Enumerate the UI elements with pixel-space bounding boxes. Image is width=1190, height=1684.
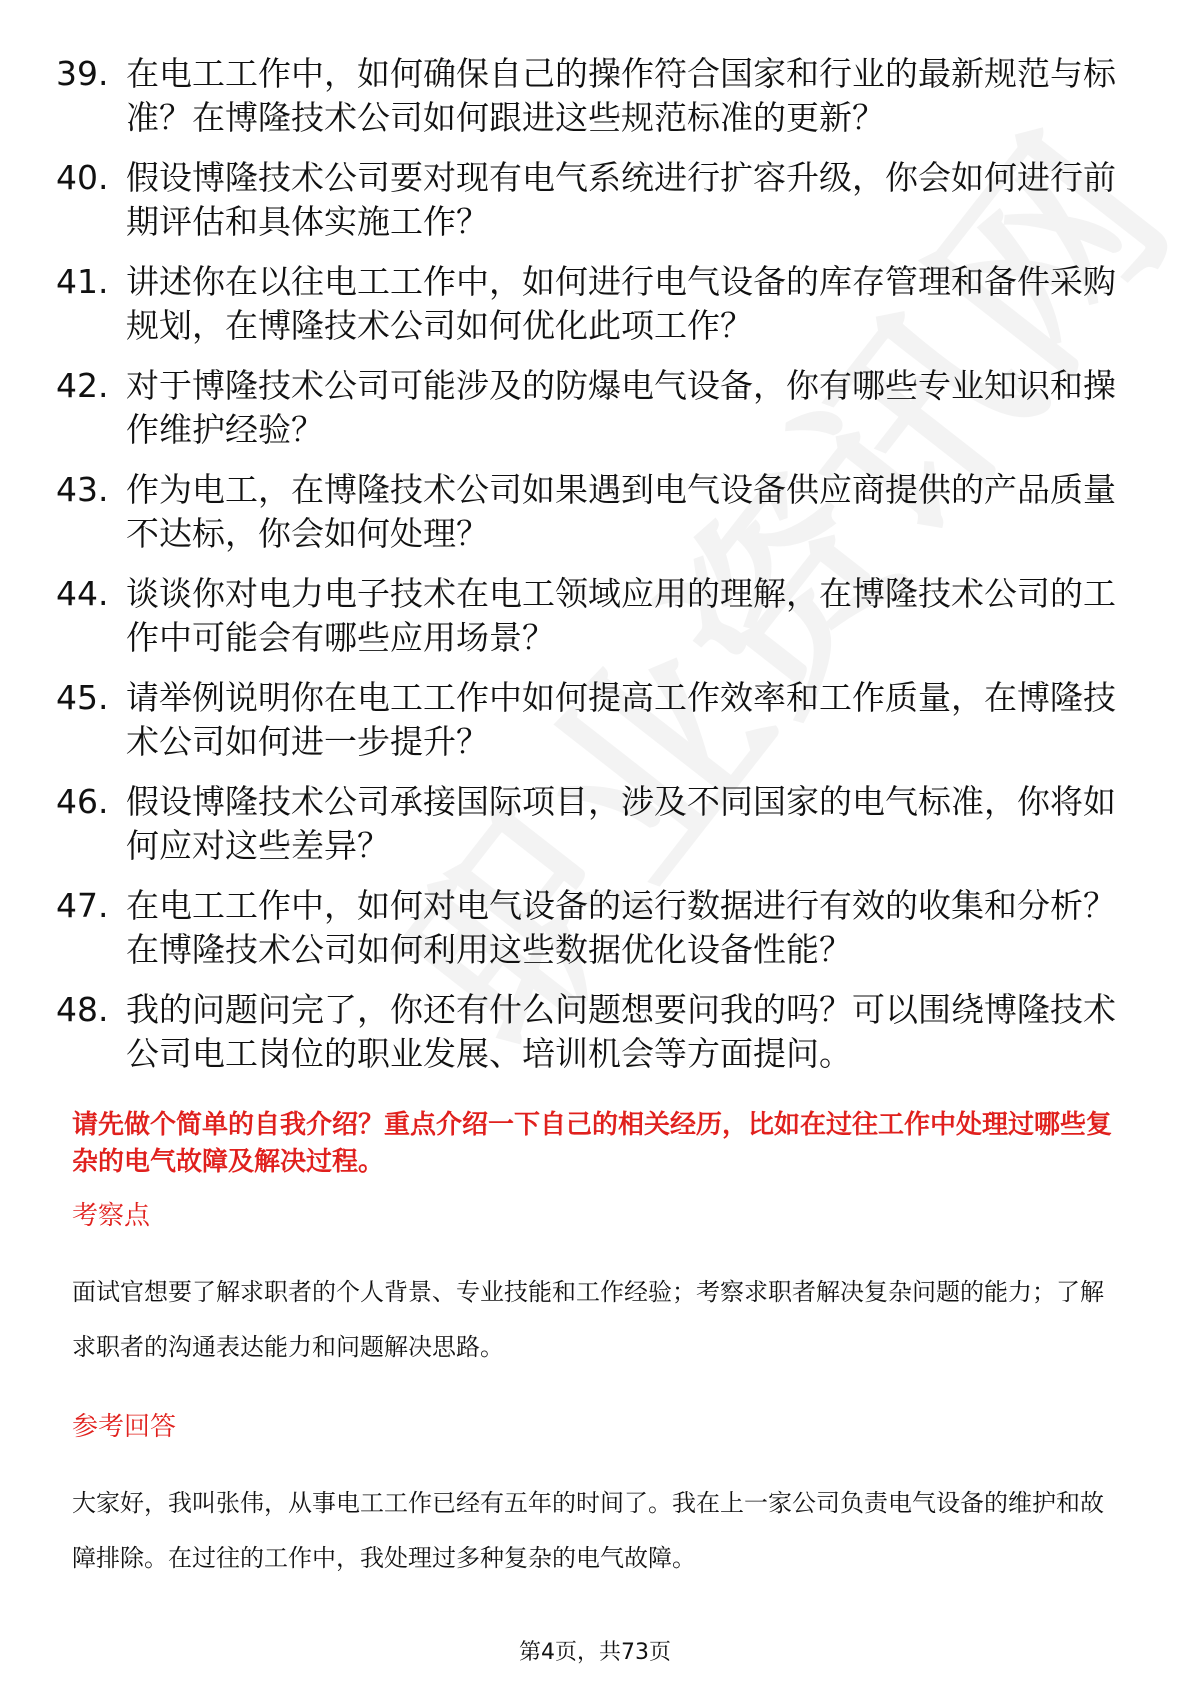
question-list [56,52,1116,1092]
question-item [56,676,1116,764]
question-number: 39. [56,54,109,93]
question-text: 假设博隆技术公司承接国际项目，涉及不同国家的电气标准，你将如何应对这些差异？ [126,782,1116,865]
question-number: 43. [56,470,109,509]
page-footer: 第4页，共73页 [519,1640,671,1665]
question-item [56,780,1116,868]
question-item [56,156,1116,244]
question-text: 讲述你在以往电工工作中，如何进行电气设备的库存管理和备件采购规划，在博隆技术公司如何优化此项工作？ [126,262,1116,345]
question-item [56,884,1116,972]
question-item [56,364,1116,452]
question-number: 46. [56,782,109,821]
question-item [56,988,1116,1076]
question-number: 42. [56,366,109,405]
question-number: 48. [56,990,109,1029]
question-number: 47. [56,886,109,925]
question-item [56,468,1116,556]
answer-paragraph: 大家好，我叫张伟，从事电工工作已经有五年的时间了。我在上一家公司负责电气设备的维护和故障排除。在过往的工作中，我处理过多种复杂的电气故障。 [72,1489,1104,1572]
question-number: 44. [56,574,109,613]
answer-heading: 参考回答 [72,1412,177,1442]
question-number: 41. [56,262,109,301]
question-item [56,572,1116,660]
focus-paragraph: 面试官想要了解求职者的个人背景、专业技能和工作经验；考察求职者解决复杂问题的能力；了解求职者的沟通表达能力和问题解决思路。 [72,1278,1104,1361]
question-text: 作为电工，在博隆技术公司如果遇到电气设备供应商提供的产品质量不达标，你会如何处理？ [126,470,1116,553]
question-text: 请举例说明你在电工工作中如何提高工作效率和工作质量，在博隆技术公司如何进一步提升？ [126,678,1116,761]
question-text: 谈谈你对电力电子技术在电工领域应用的理解，在博隆技术公司的工作中可能会有哪些应用场景？ [126,574,1116,657]
highlighted-question: 请先做个简单的自我介绍？重点介绍一下自己的相关经历，比如在过往工作中处理过哪些复杂的电气故障及解决过程。 [72,1110,1113,1177]
focus-heading: 考察点 [72,1201,151,1231]
question-text: 假设博隆技术公司要对现有电气系统进行扩容升级，你会如何进行前期评估和具体实施工作？ [126,158,1116,241]
question-text: 对于博隆技术公司可能涉及的防爆电气设备，你有哪些专业知识和操作维护经验？ [126,366,1116,449]
question-number: 40. [56,158,109,197]
question-text: 在电工工作中，如何对电气设备的运行数据进行有效的收集和分析？在博隆技术公司如何利用这些数据优化设备性能？ [126,886,1116,969]
question-item [56,260,1116,348]
question-text: 在电工工作中，如何确保自己的操作符合国家和行业的最新规范与标准？在博隆技术公司如何跟进这些规范标准的更新？ [126,54,1116,137]
question-item [56,52,1116,140]
question-text: 我的问题问完了，你还有什么问题想要问我的吗？可以围绕博隆技术公司电工岗位的职业发展、培训机会等方面提问。 [126,990,1116,1073]
question-number: 45. [56,678,109,717]
